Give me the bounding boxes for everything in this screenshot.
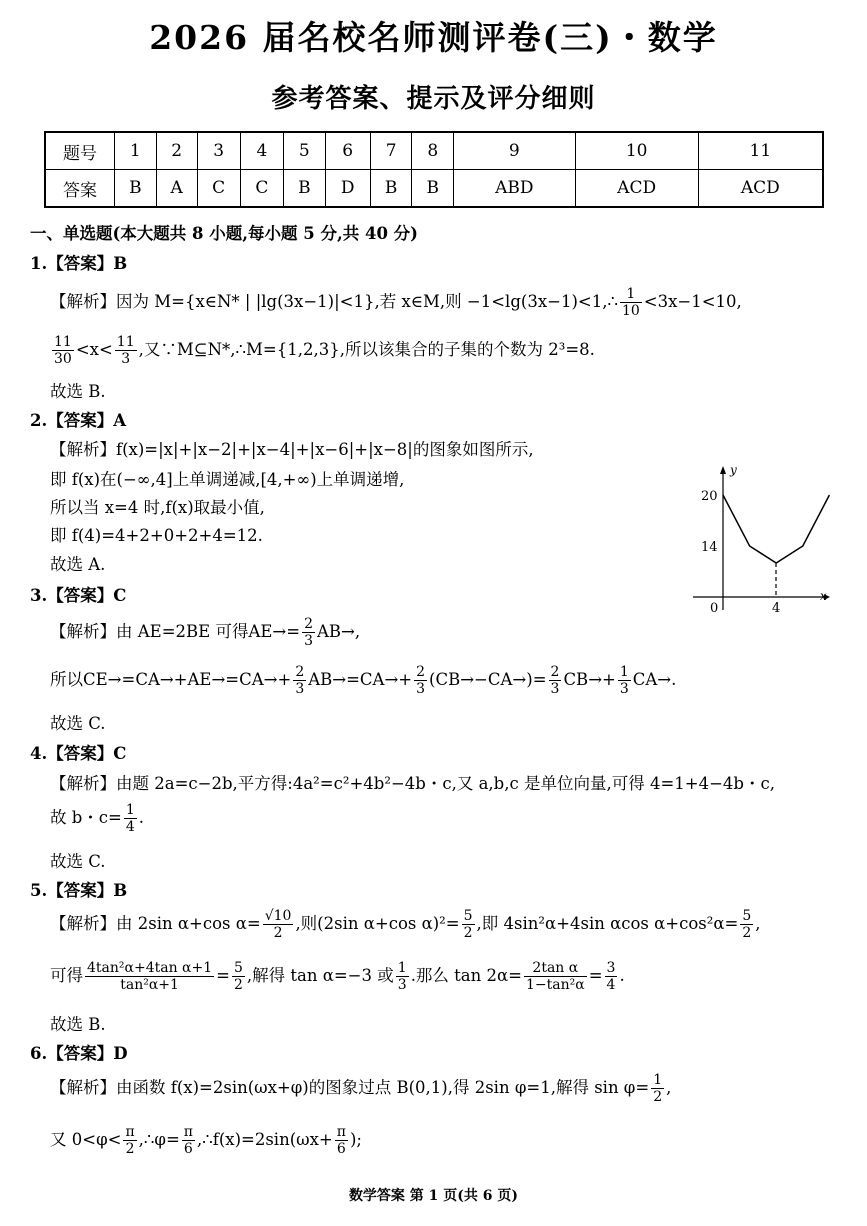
- q1-choice: 故选 B.: [50, 382, 106, 401]
- q4-answer: 4.【答案】C: [30, 744, 127, 763]
- fraction: $\frac{1}{2}$: [653, 1072, 663, 1105]
- document-subtitle: 参考答案、提示及评分细则: [271, 84, 596, 114]
- document-title: 2026 届名校名师测评卷(三)・数学: [149, 18, 718, 57]
- y-tick-label: 20: [701, 489, 718, 504]
- q2-line3: 所以当 x=4 时,f(x)取最小值,: [50, 498, 265, 517]
- q3-answer: 3.【答案】C: [30, 586, 127, 605]
- q5-choice: 故选 B.: [50, 1015, 106, 1034]
- fraction: $\frac{\pi}{6}$: [336, 1124, 346, 1157]
- fraction: $\frac{\text{4tan²α+4tan α+1}}{\text{tan²α+1}}$: [87, 960, 213, 993]
- page-footer: 数学答案 第 1 页(共 6 页): [348, 1188, 519, 1204]
- answer-cell: ACD: [575, 170, 698, 208]
- fraction: $\frac{2}{3}$: [416, 664, 426, 697]
- question-number: 10: [575, 132, 698, 170]
- question-number: 6: [325, 132, 370, 170]
- fraction: $\frac{1}{3}$: [619, 664, 629, 697]
- fraction: $\frac{5}{2}$: [233, 960, 243, 993]
- fraction: $\frac{2}{3}$: [550, 664, 560, 697]
- table-row-answers: [45, 170, 823, 208]
- q1-line2: $\frac{11}{30}$ <x< $\frac{11}{3}$ ,又∵M⊆N*,∴M={1,2,3},所以该集合的子集的个数为 2³=8.: [54, 334, 595, 367]
- question-number: 7: [370, 132, 412, 170]
- question-number: 2: [156, 132, 197, 170]
- q2-choice: 故选 A.: [50, 555, 106, 574]
- answer-cell: A: [156, 170, 197, 208]
- answer-cell: B: [370, 170, 412, 208]
- question-number: 4: [240, 132, 283, 170]
- row-label: 答案: [45, 170, 115, 208]
- q2-line2: 即 f(x)在(−∞,4]上单调递减,[4,+∞)上单调递增,: [50, 470, 405, 489]
- table-row-numbers: [45, 132, 823, 170]
- q5-answer: 5.【答案】B: [30, 881, 128, 900]
- question-number: 8: [412, 132, 454, 170]
- fraction: $\frac{2}{3}$: [304, 616, 313, 649]
- answer-cell: C: [197, 170, 240, 208]
- answer-cell: ACD: [698, 170, 823, 208]
- q1-line1: [50, 286, 742, 319]
- fraction: $\frac{3}{4}$: [606, 960, 616, 993]
- y-tick-label: 14: [701, 540, 718, 555]
- y-axis-label: y: [730, 463, 737, 477]
- x-tick-label: 4: [772, 601, 781, 616]
- fraction: $\frac{2}{3}$: [295, 664, 305, 697]
- answer-cell: D: [325, 170, 370, 208]
- fraction: $\frac{5}{2}$: [463, 908, 473, 941]
- answer-table: [44, 131, 824, 208]
- question-number: 11: [698, 132, 823, 170]
- q1-answer: 1.【答案】B: [30, 254, 128, 273]
- fraction: $\frac{11}{3}$: [116, 334, 135, 367]
- q2-answer: 2.【答案】A: [30, 411, 127, 430]
- fraction: $\frac{1}{4}$: [125, 802, 135, 835]
- y-axis-arrow-icon: [720, 466, 726, 474]
- fraction: $\frac{\text{2tan α}}{\text{1−tan²α}}$: [525, 960, 585, 993]
- q2-line1: 【解析】f(x)=|x|+|x−2|+|x−4|+|x−6|+|x−8|的图象如图所示,: [50, 440, 534, 459]
- section-heading: 一、单选题(本大题共 8 小题,每小题 5 分,共 40 分): [30, 224, 418, 243]
- answer-cell: C: [240, 170, 283, 208]
- q5-line2: 可得 $\frac{\text{4tan²α+4tan α+1}}{\text{tan²α+1}}$ = $\frac{5}{2}$ ,解得 tan α=−3 或 $\frac{1}{3}$ .那么 tan 2α= $\frac{\text{2tan α}}{\text{1−tan²α}}$ = $\frac{3}{4}$ .: [50, 960, 625, 993]
- q3-line2: 所以CE→=CA→+AE→=CA→+ $\frac{2}{3}$ AB→=CA→+ $\frac{2}{3}$ (CB→−CA→)= $\frac{2}{3}$ CB→+ $\frac{1}{3}$ CA→.: [50, 664, 677, 697]
- q4-line2: 故 b・c= $\frac{1}{4}$ .: [50, 802, 145, 835]
- row-label: 题号: [45, 132, 115, 170]
- q4-line1: 【解析】由题 2a=c−2b,平方得:4a²=c²+4b²−4b・c,又 a,b,c 是单位向量,可得 4=1+4−4b・c,: [50, 774, 775, 793]
- x-axis-label: x: [820, 589, 827, 603]
- q1-text: 【解析】因为 M={x∈N* | |lg(3x−1)|<1},若 x∈M,则 −1<lg(3x−1)<1,∴: [50, 292, 618, 311]
- answer-cell: B: [412, 170, 454, 208]
- fraction: $\frac{√10}{2}$: [264, 908, 292, 941]
- q6-line1: 【解析】由函数 f(x)=2sin(ωx+φ)的图象过点 B(0,1),得 2sin φ=1,解得 sin φ= $\frac{1}{2}$ ,: [50, 1072, 672, 1105]
- fraction: $\frac{5}{2}$: [742, 908, 752, 941]
- answer-cell: B: [284, 170, 326, 208]
- q6-line2: 又 0<φ< $\frac{\pi}{2}$ ,∴φ= $\frac{\pi}{6}$ ,∴f(x)=2sin(ωx+ $\frac{\pi}{6}$ );: [50, 1124, 362, 1157]
- answer-cell: B: [115, 170, 157, 208]
- question-number: 1: [115, 132, 157, 170]
- fraction: $\frac{\pi}{6}$: [183, 1124, 193, 1157]
- fraction: $\frac{1}{10}$: [621, 286, 640, 319]
- fraction: $\frac{\pi}{2}$: [125, 1124, 135, 1157]
- q3-line1: 【解析】由 AE=2BE 可得AE→= $\frac{2}{3}$ AB→,: [50, 616, 361, 649]
- function-curve: [723, 495, 829, 563]
- origin-label: 0: [710, 601, 719, 616]
- answer-cell: ABD: [454, 170, 576, 208]
- question-number: 3: [197, 132, 240, 170]
- fraction: $\frac{1}{3}$: [397, 960, 407, 993]
- q1-text: <3x−1<10,: [643, 292, 742, 311]
- question-number: 9: [454, 132, 576, 170]
- function-graph: [688, 460, 838, 620]
- question-number: 5: [284, 132, 326, 170]
- q5-line1: 【解析】由 2sin α+cos α= $\frac{√10}{2}$ ,则(2sin α+cos α)²= $\frac{5}{2}$ ,即 4sin²α+4sin αcos α+cos²α= $\frac{5}{2}$ ,: [50, 908, 761, 941]
- q3-choice: 故选 C.: [50, 714, 106, 733]
- q2-line4: 即 f(4)=4+2+0+2+4=12.: [50, 526, 263, 545]
- fraction: $\frac{11}{30}$: [54, 334, 72, 367]
- q6-answer: 6.【答案】D: [30, 1044, 128, 1063]
- q4-choice: 故选 C.: [50, 852, 106, 871]
